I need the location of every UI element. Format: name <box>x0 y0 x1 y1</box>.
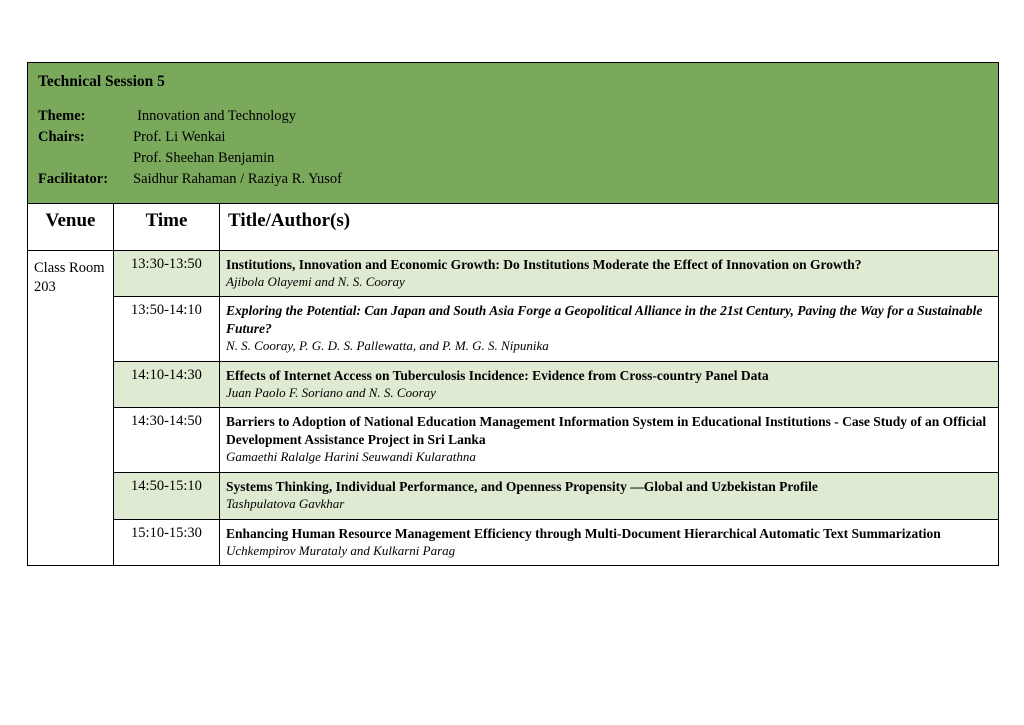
row-time: 14:50-15:10 <box>114 472 220 519</box>
row-time: 14:30-14:50 <box>114 408 220 472</box>
meta-row-chairs <box>28 127 343 148</box>
paper-authors: Gamaethi Ralalge Harini Seuwandi Kularathna <box>226 449 476 465</box>
table-row <box>28 472 999 519</box>
table-header-row <box>28 203 999 250</box>
table-row <box>28 519 999 566</box>
paper-title: Enhancing Human Resource Management Efficiency through Multi-Document Hierarchical Automatic Text Summarization <box>226 525 941 541</box>
row-title-cell <box>220 361 999 408</box>
meta-row-theme <box>28 106 343 127</box>
row-title-cell <box>220 250 999 297</box>
paper-authors: Uchkempirov Murataly and Kulkarni Parag <box>226 542 456 558</box>
meta-label-empty <box>28 148 109 169</box>
meta-label-facilitator: Facilitator: <box>38 171 109 188</box>
paper-authors: Juan Paolo F. Soriano and N. S. Cooray <box>226 384 436 400</box>
paper-title: Systems Thinking, Individual Performance, and Openness Propensity —Global and Uzbekistan Profile <box>226 478 818 494</box>
meta-value-chair-1: Prof. Li Wenkai <box>133 129 226 146</box>
meta-value-chair-2: Prof. Sheehan Benjamin <box>133 150 275 167</box>
row-time: 15:10-15:30 <box>114 519 220 566</box>
row-time: 13:30-13:50 <box>114 250 220 297</box>
row-title-cell <box>220 519 999 566</box>
paper-title: Institutions, Innovation and Economic Growth: Do Institutions Moderate the Effect of Innovation on Growth? <box>226 256 862 272</box>
paper-authors: N. S. Cooray, P. G. D. S. Pallewatta, and P. M. G. S. Nipunika <box>226 337 549 353</box>
meta-label-chairs: Chairs: <box>38 129 85 146</box>
column-header-venue: Venue <box>28 203 114 250</box>
row-title-cell <box>220 472 999 519</box>
session-header <box>27 62 999 203</box>
row-title-cell <box>220 297 999 361</box>
meta-label-theme: Theme: <box>38 108 86 125</box>
column-header-time: Time <box>114 203 220 250</box>
row-time: 14:10-14:30 <box>114 361 220 408</box>
paper-title: Exploring the Potential: Can Japan and South Asia Forge a Geopolitical Alliance in the 21st Century, Paving the Way for a Sustainable Future? <box>226 303 983 336</box>
program-table <box>27 203 999 567</box>
paper-title: Barriers to Adoption of National Education Management Information System in Educational Institutions - Case Study of an Official Development Assistance Project in Sri Lanka <box>226 414 987 447</box>
meta-row-facilitator <box>28 169 343 190</box>
venue-cell: Class Room 203 <box>28 250 114 566</box>
table-body <box>28 250 999 566</box>
row-time: 13:50-14:10 <box>114 297 220 361</box>
meta-value-facilitator: Saidhur Rahaman / Raziya R. Yusof <box>133 171 342 188</box>
row-title-cell <box>220 408 999 472</box>
table-row <box>28 361 999 408</box>
meta-value-theme: Innovation and Technology <box>137 108 297 125</box>
session-meta <box>28 106 343 191</box>
paper-authors: Ajibola Olayemi and N. S. Cooray <box>226 273 405 289</box>
column-header-title: Title/Author(s) <box>220 203 999 250</box>
program-sheet <box>27 62 999 566</box>
paper-authors: Tashpulatova Gavkhar <box>226 495 345 511</box>
table-row <box>28 297 999 361</box>
paper-title: Effects of Internet Access on Tuberculosis Incidence: Evidence from Cross-country Panel Data <box>226 367 769 383</box>
table-row <box>28 408 999 472</box>
table-row <box>28 250 999 297</box>
session-title: Technical Session 5 <box>38 73 165 90</box>
meta-row-chair-2 <box>28 148 343 169</box>
